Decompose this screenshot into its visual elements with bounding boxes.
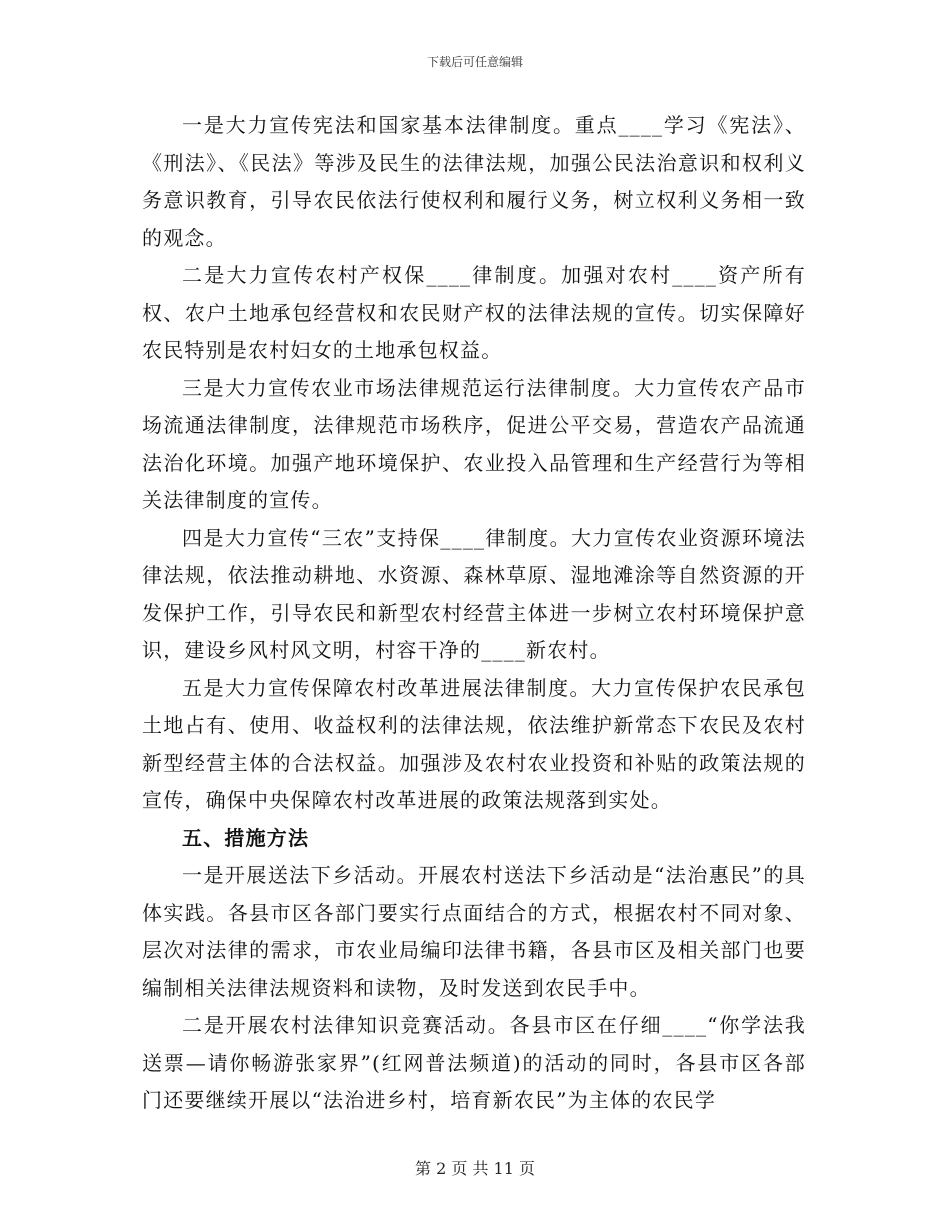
paragraph-1: 一是大力宣传宪法和国家基本法律制度。重点____学习《宪法》、《刑法》、《民法》等涉及民生的法律法规，加强公民法治意识和权利义务意识教育，引导农民依法行使权利和履行义务，树立权利义务相一致的观念。: [142, 113, 806, 250]
paragraph-3: 三是大力宣传农业市场法律规范运行法律制度。大力宣传农产品市场流通法律制度，法律规范市场秩序，促进公平交易，营造农产品流通法治化环境。加强产地环境保护、农业投入品管理和生产经营行为等相关法律制度的宣传。: [142, 375, 806, 512]
document-body: [142, 107, 806, 1120]
paragraph-4: 四是大力宣传“三农”支持保____律制度。大力宣传农业资源环境法律法规，依法推动耕地、水资源、森林草原、湿地滩涂等自然资源的开发保护工作，引导农民和新型农村经营主体进一步树立农村环境保护意识，建设乡风村风文明，村容干净的____新农村。: [142, 525, 806, 662]
page-header: 下载后可任意编辑: [426, 55, 523, 69]
page-footer: 第 2 页 共 11 页: [415, 1159, 535, 1178]
section-paragraph-1: 一是开展送法下乡活动。开展农村送法下乡活动是“法治惠民”的具体实践。各县市区各部门要实行点面结合的方式，根据农村不同对象、层次对法律的需求，市农业局编印法律书籍，各县市区及相关部门也要编制相关法律法规资料和读物，及时发送到农民手中。: [142, 863, 806, 1000]
paragraph-2: 二是大力宣传农村产权保____律制度。加强对农村____资产所有权、农户土地承包经营权和农民财产权的法律法规的宣传。切实保障好农民特别是农村妇女的土地承包权益。: [142, 263, 806, 362]
paragraph-5: 五是大力宣传保障农村改革进展法律制度。大力宣传保护农民承包土地占有、使用、收益权利的法律法规，依法维护新常态下农民及农村新型经营主体的合法权益。加强涉及农村农业投资和补贴的政策法规的宣传，确保中央保障农村改革进展的政策法规落到实处。: [142, 675, 806, 812]
section-heading: 五、措施方法: [182, 825, 310, 850]
section-paragraph-2: 二是开展农村法律知识竞赛活动。各县市区在仔细____“你学法我送票—请你畅游张家界”(红网普法频道)的活动的同时，各县市区各部门还要继续开展以“法治进乡村，培育新农民”为主体的农民学: [142, 1013, 806, 1112]
